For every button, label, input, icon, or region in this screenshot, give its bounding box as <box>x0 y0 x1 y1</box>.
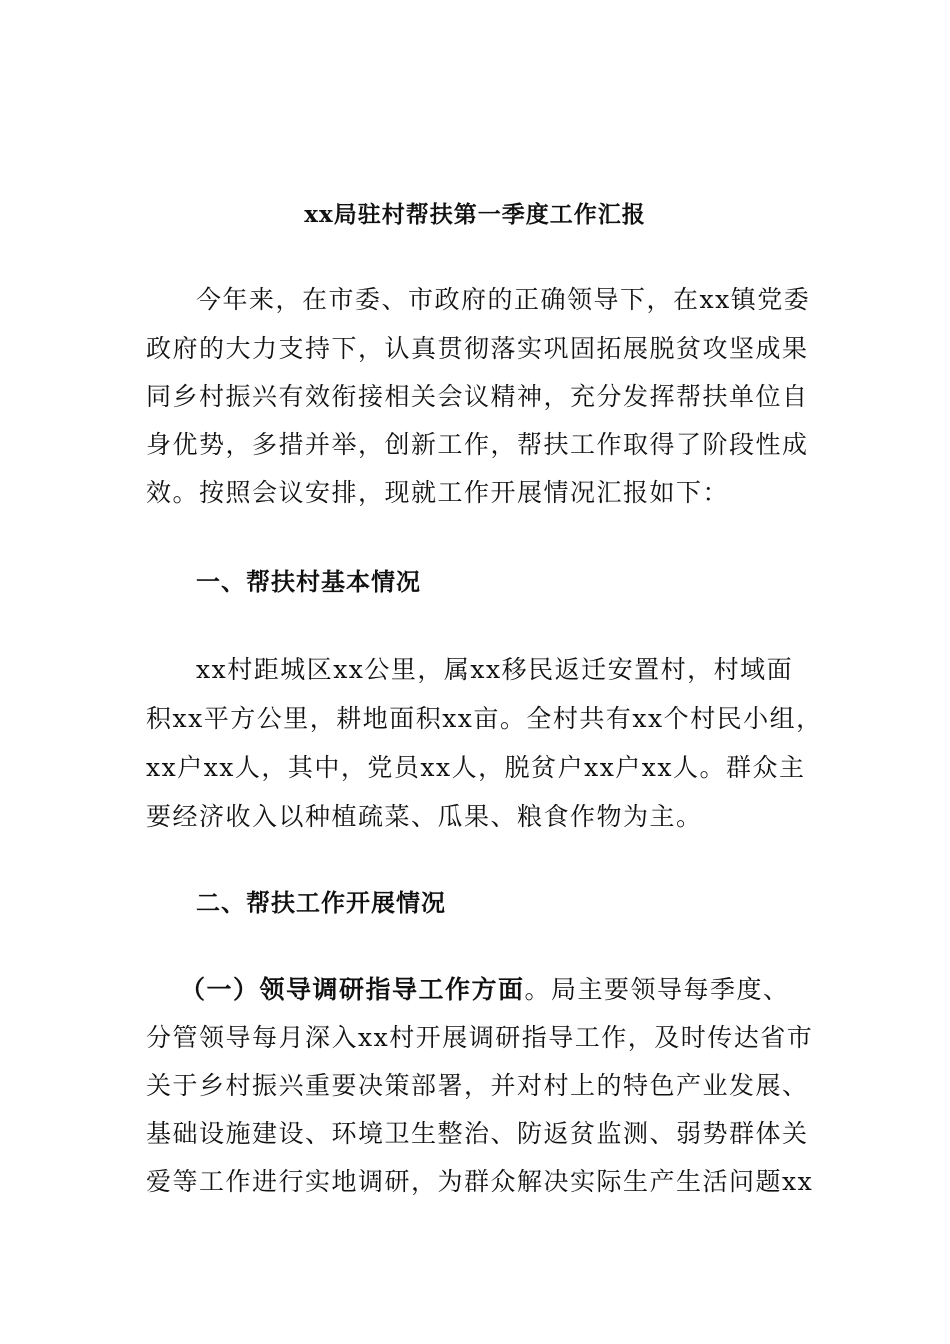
document-title: xx局驻村帮扶第一季度工作汇报 <box>304 201 646 228</box>
subsection-line: 爱等工作进行实地调研，为群众解决实际生产生活问题xx <box>146 1167 814 1196</box>
intro-line: 政府的大力支持下，认真贯彻落实巩固拓展脱贫攻坚成果 <box>146 334 809 363</box>
section-heading-work-progress: 二、帮扶工作开展情况 <box>196 888 446 917</box>
subsection-line: 关于乡村振兴重要决策部署，并对村上的特色产业发展、 <box>146 1071 809 1100</box>
subsection-title-leadership: （一）领导调研指导工作方面 <box>180 975 525 1004</box>
subsection-first-line <box>180 974 790 1006</box>
intro-line: 今年来，在市委、市政府的正确领导下，在xx镇党委 <box>196 285 811 314</box>
subsection-line: 分管领导每月深入xx村开展调研指导工作，及时传达省市 <box>146 1023 814 1052</box>
intro-line: 同乡村振兴有效衔接相关会议精神，充分发挥帮扶单位自 <box>146 382 809 411</box>
section1-line: xx村距城区xx公里，属xx移民返迁安置村，村域面 <box>196 655 794 684</box>
intro-line: 效。按照会议安排，现就工作开展情况汇报如下： <box>146 478 730 507</box>
section1-line: 积xx平方公里，耕地面积xx亩。全村共有xx个村民小组， <box>146 704 823 733</box>
subsection-first-line-rest: 。局主要领导每季度、 <box>524 975 790 1004</box>
section1-line: xx户xx人，其中，党员xx人，脱贫户xx户xx人。群众主 <box>146 753 806 782</box>
intro-line: 身优势，多措并举，创新工作，帮扶工作取得了阶段性成 <box>146 430 809 459</box>
section1-line: 要经济收入以种植疏菜、瓜果、粮食作物为主。 <box>146 802 703 831</box>
section-heading-basic-info: 一、帮扶村基本情况 <box>196 567 421 596</box>
subsection-line: 基础设施建设、环境卫生整治、防返贫监测、弱势群体关 <box>146 1119 809 1148</box>
